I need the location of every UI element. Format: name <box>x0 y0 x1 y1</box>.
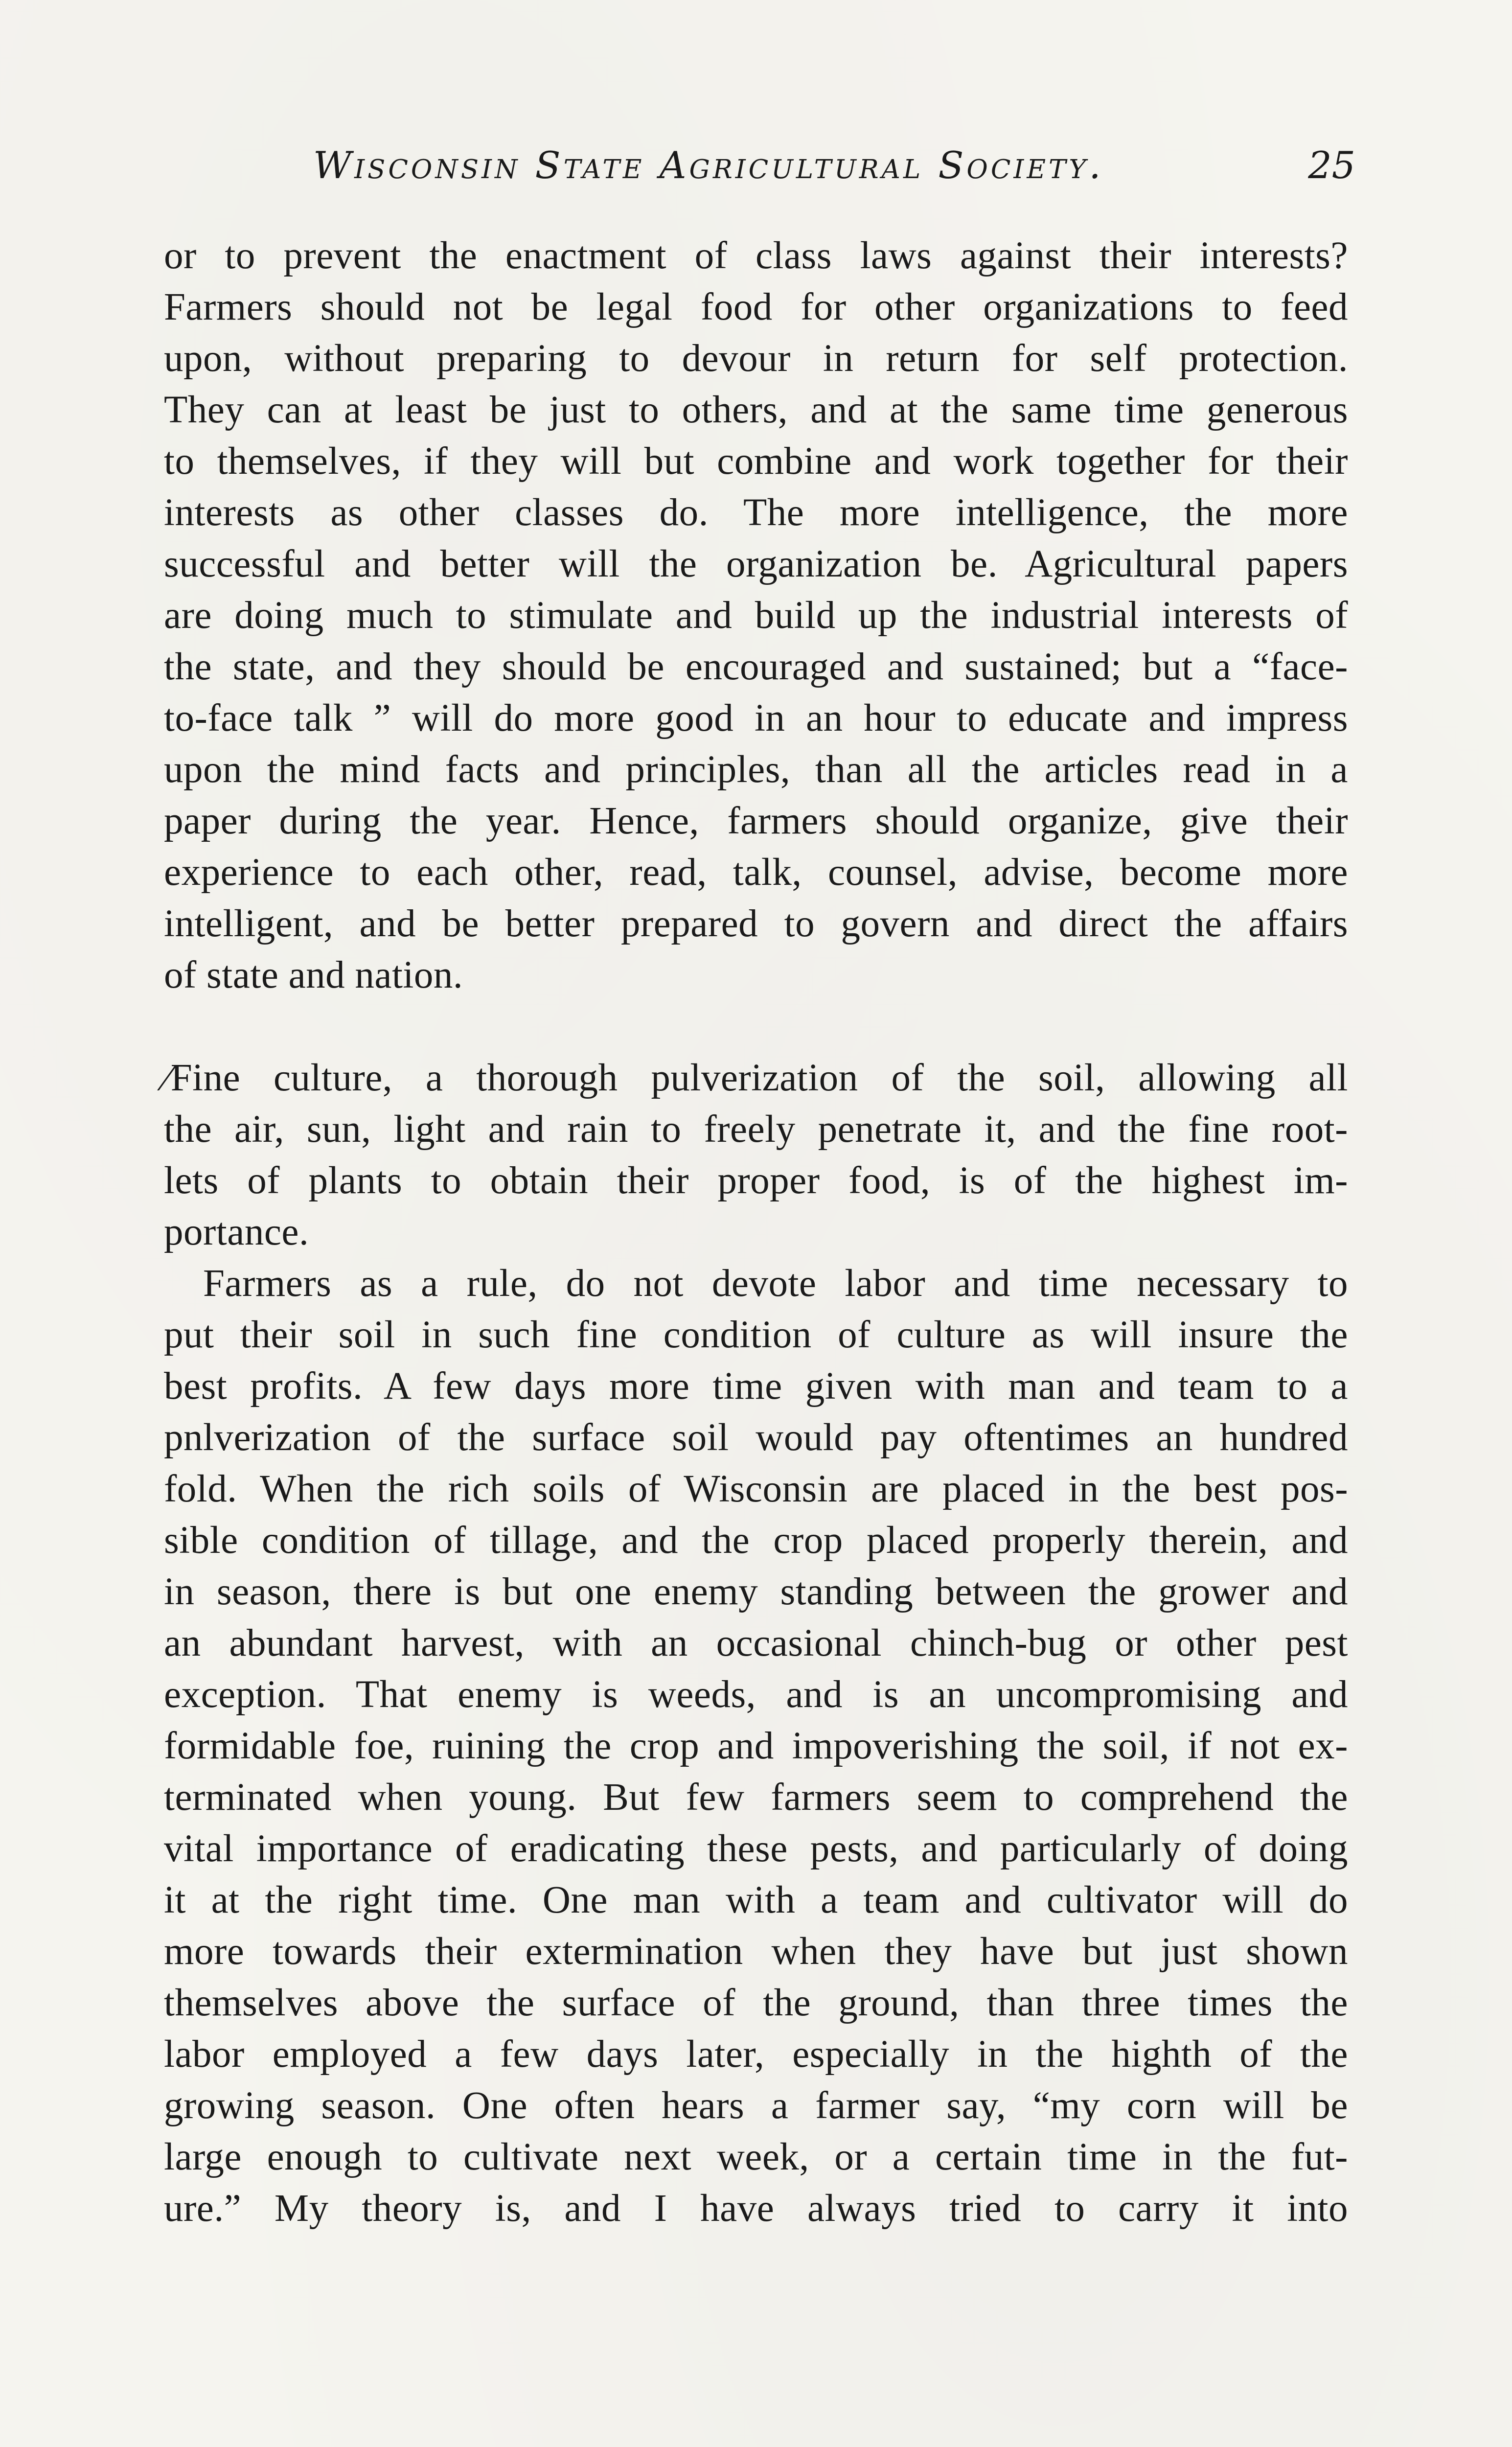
text-line: Farmers should not be legal food for other organizations to feed <box>164 286 1348 328</box>
text-line: growing season. One often hears a farmer say, “my corn will be <box>164 2084 1348 2127</box>
text-line: more towards their extermination when they have but just shown <box>164 1930 1348 1973</box>
text-line: an abundant harvest, with an occasional chinch-bug or other pest <box>164 1622 1348 1664</box>
text-line: ure.” My theory is, and I have always tried to carry it into <box>164 2187 1348 2230</box>
text-line: ⁄Fine culture, a thorough pulverization of the soil, allowing all <box>164 1057 1348 1099</box>
text-line: are doing much to stimulate and build up the industrial interests of <box>164 594 1348 637</box>
text-line: successful and better will the organization be. Agricultural papers <box>164 543 1348 585</box>
text-line: terminated when young. But few farmers seem to comprehend the <box>164 1776 1348 1819</box>
text-line: the state, and they should be encouraged and sustained; but a “face- <box>164 646 1348 688</box>
text-line: experience to each other, read, talk, counsel, advise, become more <box>164 851 1348 894</box>
text-line: pnlverization of the surface soil would pay oftentimes an hundred <box>164 1416 1348 1459</box>
text-line: upon the mind facts and principles, than all the articles read in a <box>164 748 1348 791</box>
text-line: Farmers as a rule, do not devote labor and time necessary to <box>203 1262 1348 1305</box>
paragraph-3 <box>164 1258 1348 2234</box>
text-line: themselves above the surface of the ground, than three times the <box>164 1982 1348 2024</box>
text-line: vital importance of eradicating these pests, and particularly of doing <box>164 1827 1348 1870</box>
text-line: in season, there is but one enemy standing between the grower and <box>164 1570 1348 1613</box>
text-line: upon, without preparing to devour in return for self protection. <box>164 337 1348 380</box>
text-line: formidable foe, ruining the crop and impoverishing the soil, if not ex- <box>164 1725 1348 1767</box>
text-line: interests as other classes do. The more intelligence, the more <box>164 491 1348 534</box>
text-line: large enough to cultivate next week, or a certain time in the fut- <box>164 2136 1348 2178</box>
running-head <box>313 136 1355 195</box>
paragraph-gap <box>164 1001 1348 1052</box>
text-line: or to prevent the enactment of class laws against their interests? <box>164 234 1348 277</box>
text-line: intelligent, and be better prepared to govern and direct the affairs <box>164 902 1348 945</box>
paragraph-1 <box>164 230 1348 1001</box>
text-line: labor employed a few days later, especially in the highth of the <box>164 2033 1348 2076</box>
text-line: of state and nation. <box>164 954 463 996</box>
page-number: 25 <box>1308 143 1355 187</box>
text-line: best profits. A few days more time given with man and team to a <box>164 1365 1348 1408</box>
text-line: to-face talk ” will do more good in an hour to educate and impress <box>164 697 1348 739</box>
text-line: exception. That enemy is weeds, and is an uncompromising and <box>164 1673 1348 1716</box>
text-line: the air, sun, light and rain to freely penetrate it, and the fine root- <box>164 1108 1348 1151</box>
text-line: it at the right time. One man with a team and cultivator will do <box>164 1879 1348 1921</box>
text-line: They can at least be just to others, and at the same time generous <box>164 389 1348 431</box>
text-line: put their soil in such fine condition of culture as will insure the <box>164 1314 1348 1356</box>
text-line: portance. <box>164 1211 309 1253</box>
text-line: fold. When the rich soils of Wisconsin are placed in the best pos- <box>164 1468 1348 1510</box>
running-title: Wisconsin State Agricultural Society. <box>313 143 1104 187</box>
body-text <box>164 230 1348 2234</box>
text-line: lets of plants to obtain their proper food, is of the highest im- <box>164 1159 1348 1202</box>
paragraph-2 <box>164 1052 1348 1258</box>
text-line: to themselves, if they will but combine and work together for their <box>164 440 1348 483</box>
text-line: sible condition of tillage, and the crop placed properly therein, and <box>164 1519 1348 1562</box>
text-line: paper during the year. Hence, farmers should organize, give their <box>164 800 1348 842</box>
